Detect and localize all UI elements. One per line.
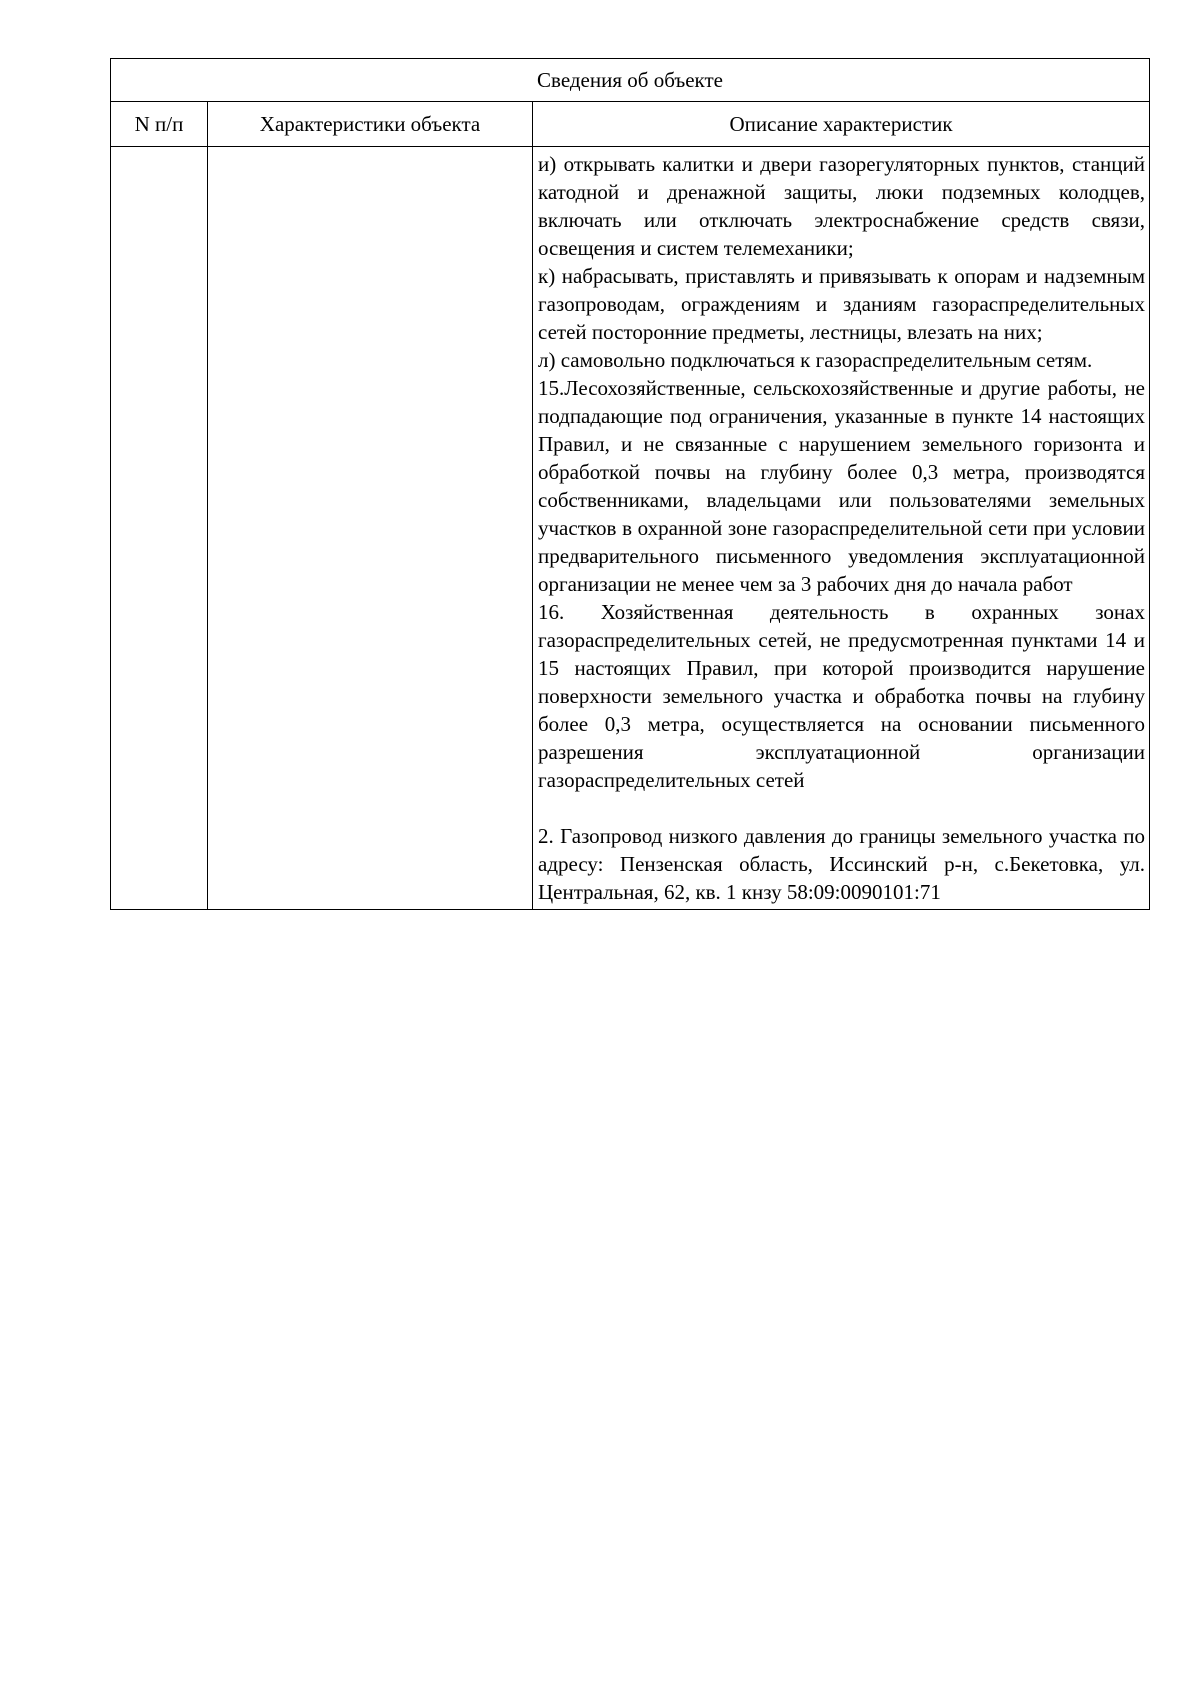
header-description: Описание характеристик: [533, 102, 1150, 147]
header-characteristics: Характеристики объекта: [208, 102, 533, 147]
paragraph-item-i: и) открывать калитки и двери газорегуляторных пунктов, станций катодной и дренажной защиты, люки подземных колодцев, включать или отключать электроснабжение средств связи, освещения и систем телемеханики;: [538, 152, 1145, 260]
paragraph-item-k: к) набрасывать, приставлять и привязывать к опорам и надземным газопроводам, ограждениям и зданиям газораспределительных сетей посторонние предметы, лестницы, влезать на них;: [538, 264, 1145, 344]
object-info-table: [110, 58, 1150, 910]
table-title-row: [111, 59, 1150, 102]
row-description-cell: [533, 147, 1150, 910]
paragraph-item-16: 16. Хозяйственная деятельность в охранных зонах газораспределительных сетей, не предусмотренная пунктами 14 и 15 настоящих Правил, при которой производится нарушение поверхности земельного участка и обработка почвы на глубину более 0,3 метра, осуществляется на основании письменного разрешения эксплуатационной организации газораспределительных сетей: [538, 600, 1145, 792]
table-row: [111, 147, 1150, 910]
row-characteristics-cell: [208, 147, 533, 910]
object-item-2: 2. Газопровод низкого давления до границы земельного участка по адресу: Пензенская область, Иссинский р-н, с.Бекетовка, ул. Центральная, 62, кв. 1 кнзу 58:09:0090101:71: [538, 824, 1145, 904]
paragraph-item-15: 15.Лесохозяйственные, сельскохозяйственные и другие работы, не подпадающие под ограничения, указанные в пункте 14 настоящих Правил, и не связанные с нарушением земельного горизонта и обработкой почвы на глубину более 0,3 метра, производятся собственниками, владельцами или пользователями земельных участков в охранной зоне газораспределительной сети при условии предварительного письменного уведомления эксплуатационной организации не менее чем за 3 рабочих дня до начала работ: [538, 376, 1145, 596]
header-number: N п/п: [111, 102, 208, 147]
paragraph-spacer: [538, 794, 1145, 822]
table-title: Сведения об объекте: [111, 59, 1150, 102]
paragraph-item-l: л) самовольно подключаться к газораспределительным сетям.: [538, 348, 1093, 372]
row-number-cell: [111, 147, 208, 910]
table-header-row: [111, 102, 1150, 147]
